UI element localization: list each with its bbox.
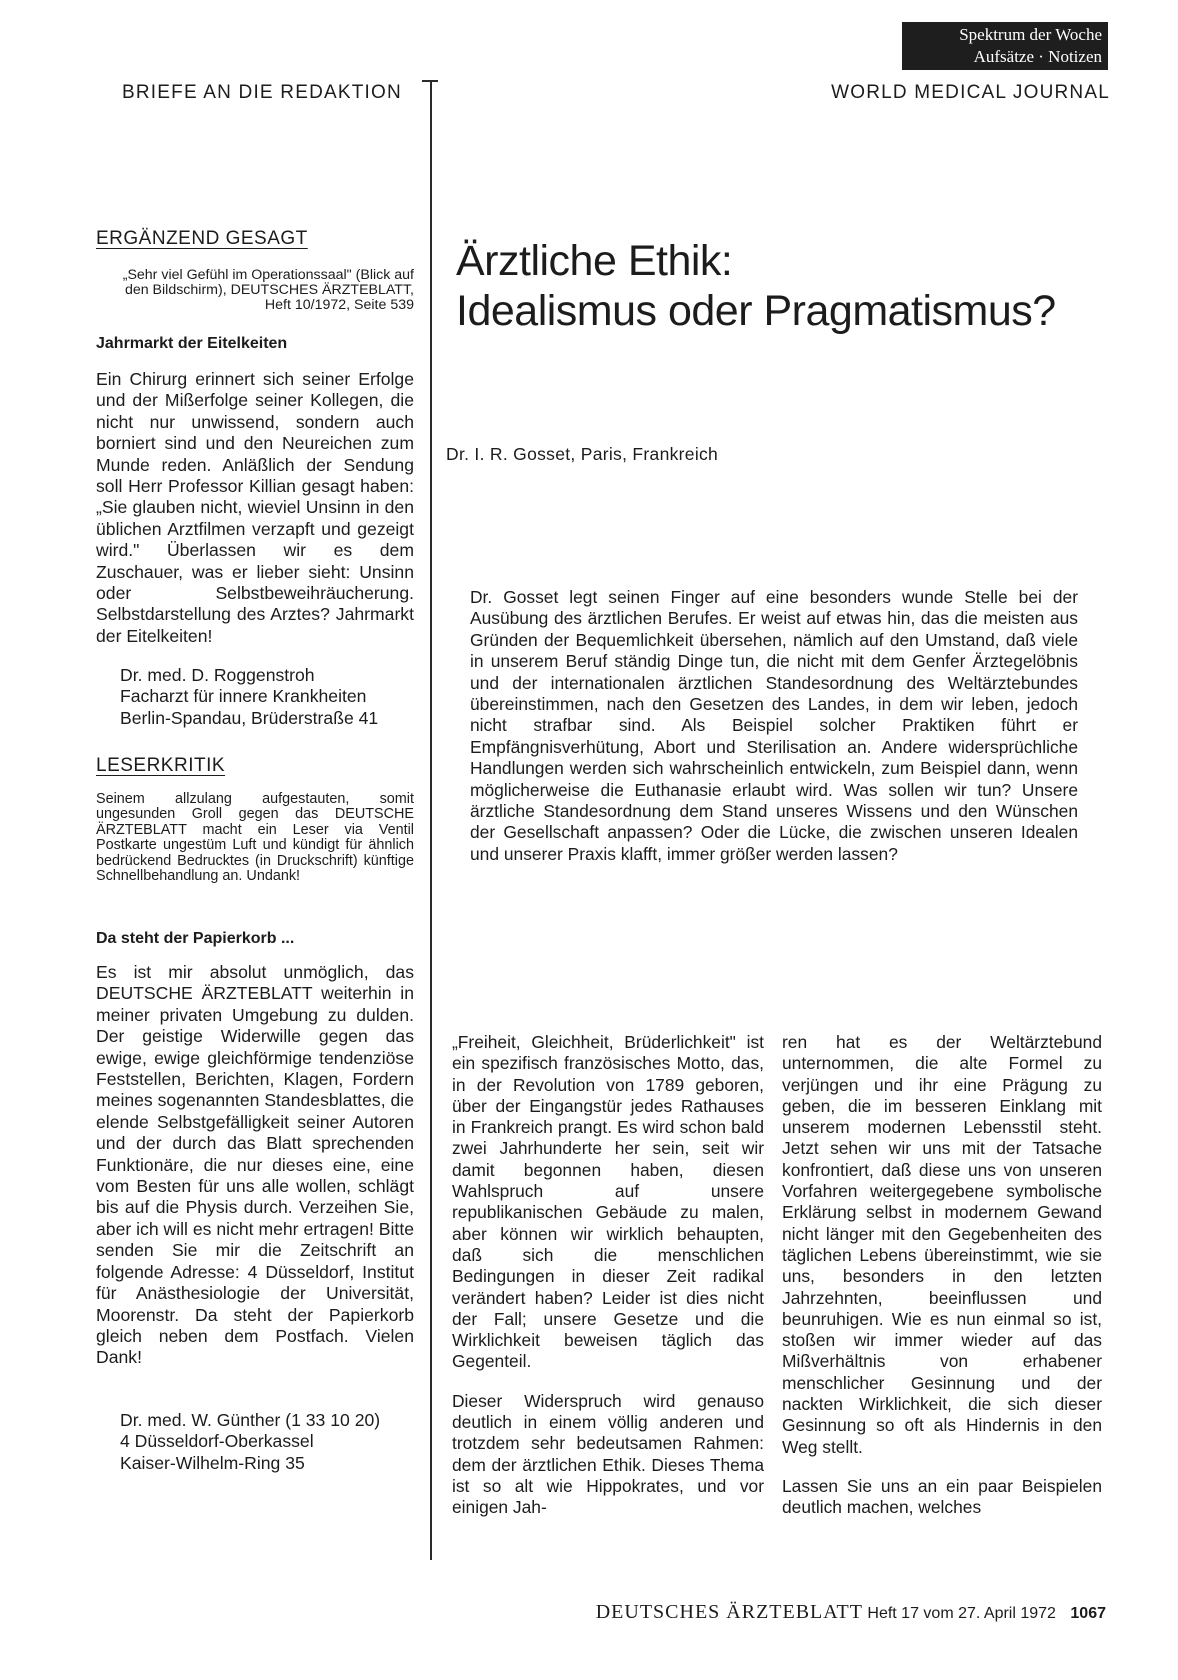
article-paragraph: „Freiheit, Gleichheit, Brüderlichkeit" ist ein spezifisch französisches Motto, das, in der Revolution von 1789 geboren, über der Eingangstür jedes Rathauses in Frankreich prangt. Es wird schon bald zwei Jahrhunderte her sein, seit wir damit begonnen haben, diesen Wahlspruch auf unsere republikanischen Gebäude zu malen, aber können wir wirklich behaupten, daß sich die menschlichen Bedingungen in dieser Zeit radikal verändert haben? Leider ist dies nicht der Fall; unsere Gesetze und die Wirklichkeit beweisen täglich das Gegenteil. <box>452 1032 764 1372</box>
article-paragraph: ren hat es der Weltärztebund unternommen, die alte Formel zu verjüngen und ihr eine Prägung zu geben, die im besseren Einklang mit unserem modernen Lebensstil steht. Jetzt sehen wir uns mit der Tatsache konfrontiert, daß diese uns von unseren Vorfahren weitergegebene symbolische Erklärung selbst in modernem Gewand nicht länger mit den Gegebenheiten des täglichen Lebens übereinstimmt, wie sie uns, besonders in den letzten Jahrzehnten, beeinflussen und beunruhigen. Wie es nun einmal so ist, stoßen wir immer wieder auf das Mißverhältnis von erhabener menschlicher Gesinnung und der nackten Wirklichkeit, die sich dieser Gesinnung so oft als Hindernis in den Weg stellt. <box>782 1032 1102 1457</box>
letter-intro-2: Seinem allzulang aufgestauten, somit ungesunden Groll gegen das DEUTSCHE ÄRZTEBLATT macht ein Leser via Ventil Postkarte ungestüm Luft und kündigt für ähnlich bedrückend Bedrucktes (in Druckschrift) künftige Schnellbehandlung an. Undank! <box>96 791 414 885</box>
letter-signature-1 <box>120 665 420 729</box>
article-column-1 <box>452 1032 764 1519</box>
page-number: 1067 <box>1070 1605 1106 1622</box>
badge-line-1: Spektrum der Woche <box>959 25 1102 44</box>
signature-city: 4 Düsseldorf-Oberkassel <box>120 1431 314 1452</box>
article-title-line-2: Idealismus oder Pragmatismus? <box>456 287 1056 335</box>
page-footer <box>596 1601 1106 1624</box>
letter-heading-2: Da steht der Papierkorb ... <box>96 930 295 947</box>
signature-street: Kaiser-Wilhelm-Ring 35 <box>120 1452 305 1473</box>
section-label-journal: WORLD MEDICAL JOURNAL <box>831 82 1110 103</box>
footer-journal-name: DEUTSCHES ÄRZTEBLATT <box>595 1601 863 1623</box>
article-paragraph: Lassen Sie uns an ein paar Beispielen deutlich machen, welches <box>782 1475 1102 1518</box>
section-label-letters: BRIEFE AN DIE REDAKTION <box>122 82 402 103</box>
letter-heading-1: Jahrmarkt der Eitelkeiten <box>96 335 288 352</box>
badge-line-2: Aufsätze · Notizen <box>973 47 1102 66</box>
column-divider-tick-left <box>422 80 432 82</box>
article-column-2 <box>782 1032 1102 1519</box>
signature-name: Dr. med. W. Günther (1 33 10 20) <box>120 1410 381 1430</box>
article-paragraph: Dieser Widerspruch wird genauso deutlich in einem völlig anderen und trotzdem sehr bedeutsamen Rahmen: dem der ärztlichen Ethik. Dieses Thema ist so alt wie Hippokrates, und vor einigen Jah- <box>452 1390 764 1518</box>
article-title-line-1: Ärztliche Ethik: <box>456 237 733 285</box>
article-lead: Dr. Gosset legt seinen Finger auf eine besonders wunde Stelle bei der Ausübung des ärztlichen Berufes. Er weist auf etwas hin, das die meisten aus Gründen der Bequemlichkeit übersehen, nämlich auf den Umstand, daß viele in unserem Beruf ständig Dinge tun, die nicht mit dem Genfer Ärztegelöbnis und der internationalen ärztlichen Standesordnung des Weltärztebundes übereinstimmen, nach den Gesetzen des Landes, in dem wir leben, jedoch nicht strafbar sind. Als Beispiel solcher Praktiken führt er Empfängnisverhütung, Abort und Sterilisation an. Andere widersprüchliche Handlungen werden sich wahrscheinlich entwickeln, zum Beispiel dann, wenn möglicherweise die Euthanasie erlaubt wird. Was sollen wir tun? Unsere ärztliche Standesordnung dem Stand unseres Wissens und den Wünschen der Gesellschaft anpassen? Oder die Lücke, die zwischen unseren Idealen und unserer Praxis klafft, immer größer werden lassen? <box>470 587 1078 864</box>
signature-name: Dr. med. D. Roggenstroh <box>120 665 315 685</box>
signature-title: Facharzt für innere Krankheiten <box>120 686 367 707</box>
letter-body-2: Es ist mir absolut unmöglich, das DEUTSCHE ÄRZTEBLATT weiterhin in meiner privaten Umgebung zu dulden. Der geistige Widerwille gegen das ewige, ewige gleichförmige tendenziöse Feststellen, Berichten, Klagen, Fordern meines sogenannten Standesblattes, die elende Selbstgefälligkeit seiner Autoren und der durch das Blatt sprechenden Funktionäre, die nur dieses eine, eine vom Besten für uns alle wollen, schlägt bis auf die Physis durch. Verzeihen Sie, aber ich will es nicht mehr ertragen! Bitte senden Sie mir die Zeitschrift an folgende Adresse: 4 Düsseldorf, Institut für Anästhesiologie der Universität, Moorenstr. Da steht der Papierkorb gleich neben dem Postfach. Vielen Dank! <box>96 962 414 1368</box>
rubric-ergaenzend: ERGÄNZEND GESAGT <box>96 228 308 249</box>
article-author: Dr. I. R. Gosset, Paris, Frankreich <box>446 444 719 464</box>
footer-issue: Heft 17 vom 27. April 1972 <box>867 1605 1056 1622</box>
letter-body-1: Ein Chirurg erinnert sich seiner Erfolge und der Mißerfolge seiner Kollegen, die nicht nur unwissend, sondern auch borniert sind und den Neureichen zum Munde reden. Anläßlich der Sendung soll Herr Professor Killian gesagt haben: „Sie glauben nicht, wieviel Unsinn in den üblichen Arztfilmen verzapft und gezeigt wird." Überlassen wir es dem Zuschauer, was er lieber sieht: Unsinn oder Selbstbeweihräucherung. Selbstdarstellung des Arztes? Jahrmarkt der Eitelkeiten! <box>96 369 414 646</box>
column-divider <box>430 80 432 1560</box>
letter-reference: „Sehr viel Gefühl im Operationssaal" (Blick auf den Bildschirm), DEUTSCHES ÄRZTEBLATT, Heft 10/1972, Seite 539 <box>122 267 414 313</box>
rubric-leserkritik: LESERKRITIK <box>96 755 226 776</box>
article-title <box>456 236 1056 336</box>
signature-address: Berlin-Spandau, Brüderstraße 41 <box>120 707 379 728</box>
letter-signature-2 <box>120 1410 420 1474</box>
section-badge <box>902 22 1108 70</box>
